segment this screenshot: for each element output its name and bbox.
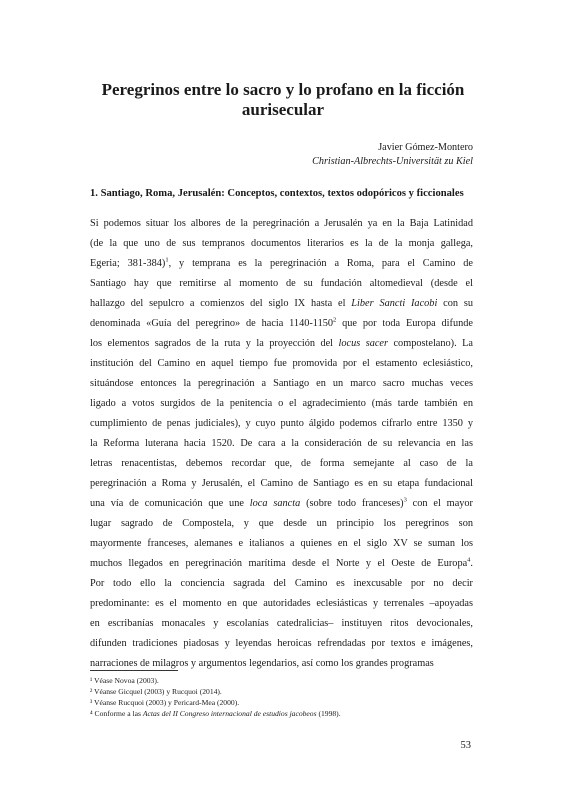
text-line (90, 554, 473, 574)
text-line (90, 574, 473, 594)
page-number: 53 (460, 740, 471, 751)
text-segment: difunden tradiciones piadosas y leyendas heroicas refrendadas por textos e imágenes, (90, 638, 473, 649)
text-segment: peregrinación a Roma y Jerusalén, el Camino de Santiago es en su etapa fundacional (90, 478, 473, 489)
text-segment: (1998). (316, 709, 341, 718)
text-segment: narraciones de milagros y argumentos legendarios, así como los grandes programas (90, 658, 434, 669)
text-segment: hallazgo del sepulcro a comienzos del siglo IX hasta el (90, 298, 352, 309)
text-line (90, 634, 473, 654)
text-line (90, 374, 473, 394)
text-segment: con el mayor (406, 498, 473, 509)
text-segment: ² Véanse Gicquel (2003) y Rucquoi (2014). (90, 687, 222, 696)
text-segment: ¹ Véase Novoa (2003). (90, 676, 159, 685)
footnote (90, 697, 473, 708)
text-segment: una vía de comunicación que une (90, 498, 250, 509)
text-segment: que por toda Europa difunde (336, 318, 473, 329)
text-segment: en escribanías monacales y escolanías catedralicias– instituyen ritos devocionales, (90, 618, 473, 629)
text-line (90, 534, 473, 554)
text-segment: situándose entonces la peregrinación a Santiago en un marco sacro muchas veces (90, 378, 473, 389)
text-line (90, 294, 473, 314)
text-segment: lugar sagrado de Compostela, y que desde un principio los peregrinos son (90, 518, 473, 529)
paper-title: Peregrinos entre lo sacro y lo profano en la ficción aurisecular (101, 80, 465, 119)
author-name: Javier Gómez-Montero (378, 142, 473, 153)
footnote (90, 675, 473, 686)
italic-text: Liber Sancti Iacobi (351, 298, 438, 309)
footnotes (90, 675, 473, 719)
text-segment: Santiago hay que remitirse al momento de su fundación altomedieval (desde el (90, 278, 473, 289)
footnote-ref: 2 (333, 316, 337, 324)
text-segment: ³ Véanse Rucquoi (2003) y Pericard-Mea (2000). (90, 698, 240, 707)
text-line (90, 434, 473, 454)
text-segment: ⁴ Conforme a las (90, 709, 143, 718)
text-segment: , y temprana es la peregrinación a Roma, para el Camino de (168, 258, 474, 269)
text-segment: (de la que uno de sus tempranos documentos literarios es la de la monja gallega, (90, 238, 473, 249)
text-segment: compostelano). La (388, 338, 473, 349)
text-segment: mayormente franceses, alemanes e italianos a quienes en el siglo XV se suman los (90, 538, 473, 549)
author-block (312, 141, 473, 169)
text-segment: cumplimiento de penas judiciales), y cuyo punto álgido podemos cifrarlo entre 1350 y (90, 418, 473, 429)
text-line (90, 474, 473, 494)
text-segment: muchos llegados en peregrinación marítima desde el Norte y el Oeste de Europa (90, 558, 468, 569)
text-line (90, 214, 473, 234)
text-segment: institución del Camino en aquel tiempo fue promovida por el estamento eclesiástico, (90, 358, 473, 369)
text-line (90, 654, 473, 674)
text-line (90, 614, 473, 634)
text-segment: Egeria; 381-384) (90, 258, 166, 269)
text-segment: la Reforma luterana hacia 1520. De cara a la consideración de su relevancia en las (90, 438, 473, 449)
footnote (90, 686, 473, 697)
text-segment: ligado a votos surgidos de la penitencia o el agradecimiento (más tarde también en (90, 398, 473, 409)
text-line (90, 514, 473, 534)
text-line (90, 454, 473, 474)
footnote-divider (90, 670, 178, 671)
footnote (90, 708, 473, 719)
text-segment: con su (437, 298, 473, 309)
body-text (90, 214, 473, 674)
footnote-ref: 3 (403, 496, 407, 504)
text-segment: Si podemos situar los albores de la peregrinación a Jerusalén ya en la Baja Latinidad (90, 218, 473, 229)
italic-text: locus sacer (338, 338, 389, 349)
text-segment: predominante: es el momento en que autoridades eclesiásticas y terrenales –apoyadas (90, 598, 473, 609)
author-affiliation: Christian-Albrechts-Universität zu Kiel (312, 156, 473, 167)
text-segment: denominada «Guía del peregrino» de hacia 1140-1150 (90, 318, 334, 329)
text-line (90, 334, 473, 354)
footnote-ref: 4 (467, 556, 471, 564)
text-segment: (sobre todo franceses) (300, 498, 404, 509)
italic-text: loca sancta (249, 498, 301, 509)
text-line (90, 354, 473, 374)
footnote-ref: 1 (165, 256, 169, 264)
text-segment: Por todo ello la conciencia sagrada del Camino es inexcusable por no decir (90, 578, 473, 589)
text-segment: . (470, 558, 473, 569)
section-heading: 1. Santiago, Roma, Jerusalén: Conceptos, contextos, textos odopóricos y ficcionales (90, 188, 464, 199)
text-line (90, 274, 473, 294)
text-line (90, 234, 473, 254)
text-line (90, 494, 473, 514)
text-line (90, 314, 473, 334)
text-segment: letras renacentistas, debemos recordar que, de forma semejante al caso de la (90, 458, 473, 469)
italic-text: Actas del II Congreso internacional de estudios jacobeos (142, 709, 317, 718)
text-segment: los elementos sagrados de la ruta y la proyección del (90, 338, 339, 349)
text-line (90, 394, 473, 414)
text-line (90, 414, 473, 434)
text-line (90, 254, 473, 274)
text-line (90, 594, 473, 614)
